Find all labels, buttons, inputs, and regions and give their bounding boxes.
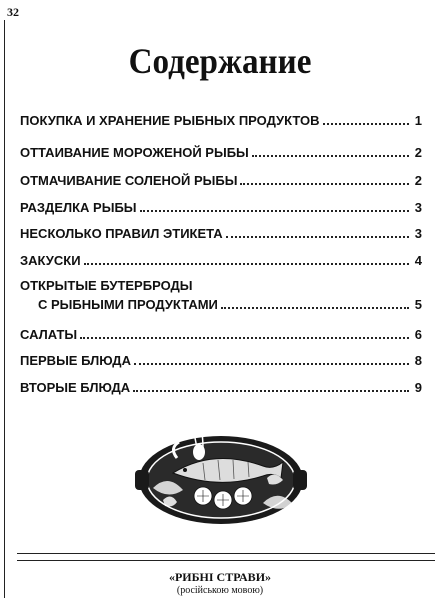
toc-entry-label: САЛАТЫ (20, 327, 78, 342)
toc-entry-label: ЗАКУСКИ (20, 253, 81, 268)
page-number: 32 (7, 5, 19, 19)
dot-leader (133, 390, 409, 392)
toc-entry-page: 2 (414, 145, 422, 160)
toc-entry-label: ПОКУПКА И ХРАНЕНИЕ РЫБНЫХ ПРОДУКТОВ (20, 113, 320, 128)
toc-entry-page: 5 (414, 297, 422, 312)
toc-entry-label: ОТТАИВАНИЕ МОРОЖЕНОЙ РЫБЫ (20, 145, 249, 160)
book-title: «РИБНІ СТРАВИ» (168, 570, 272, 584)
toc-entry-page: 3 (414, 200, 422, 215)
divider-line (17, 553, 435, 554)
page-title: Содержание (128, 41, 312, 81)
toc-entry[interactable] (20, 145, 422, 160)
toc-entry-page: 2 (414, 173, 422, 188)
dot-leader (252, 155, 409, 157)
toc-entry-label: ОТМАЧИВАНИЕ СОЛЕНОЙ РЫБЫ (20, 173, 238, 188)
book-subtitle: (російською мовою) (176, 585, 264, 596)
toc-entry-label: ОТКРЫТЫЕ БУТЕРБРОДЫ (20, 278, 193, 293)
toc-entry-label: НЕСКОЛЬКО ПРАВИЛ ЭТИКЕТА (20, 226, 223, 241)
toc-entry-label: ВТОРЫЕ БЛЮДА (20, 380, 131, 395)
toc-entry[interactable] (20, 113, 422, 128)
dot-leader (226, 236, 409, 238)
dot-leader (134, 363, 409, 365)
fish-platter-icon (133, 418, 309, 530)
frame-border (4, 20, 5, 598)
dot-leader (240, 183, 409, 185)
toc-entry-label-continued: С РЫБНЫМИ ПРОДУКТАМИ (38, 297, 218, 312)
dot-leader (80, 337, 409, 339)
toc-entry[interactable] (20, 353, 422, 368)
toc-entry[interactable] (20, 327, 422, 342)
dot-leader (84, 263, 409, 265)
toc-entry[interactable] (20, 226, 422, 241)
toc-entry-page: 8 (414, 353, 422, 368)
toc-entry-page: 3 (414, 226, 422, 241)
toc-entry-page: 4 (414, 253, 422, 268)
toc-entry-page: 6 (414, 327, 422, 342)
toc-entry[interactable] (20, 200, 422, 215)
dot-leader (221, 307, 409, 309)
toc-entry[interactable] (20, 253, 422, 268)
toc-entry-page: 1 (414, 113, 422, 128)
dot-leader (140, 210, 409, 212)
toc-entry[interactable] (20, 173, 422, 188)
toc-entry[interactable] (20, 380, 422, 395)
divider-line (17, 560, 435, 561)
dot-leader (323, 123, 409, 125)
toc-entry-label: РАЗДЕЛКА РЫБЫ (20, 200, 137, 215)
toc-entry[interactable] (20, 278, 422, 312)
toc-entry-label: ПЕРВЫЕ БЛЮДА (20, 353, 131, 368)
toc-entry-page: 9 (414, 380, 422, 395)
